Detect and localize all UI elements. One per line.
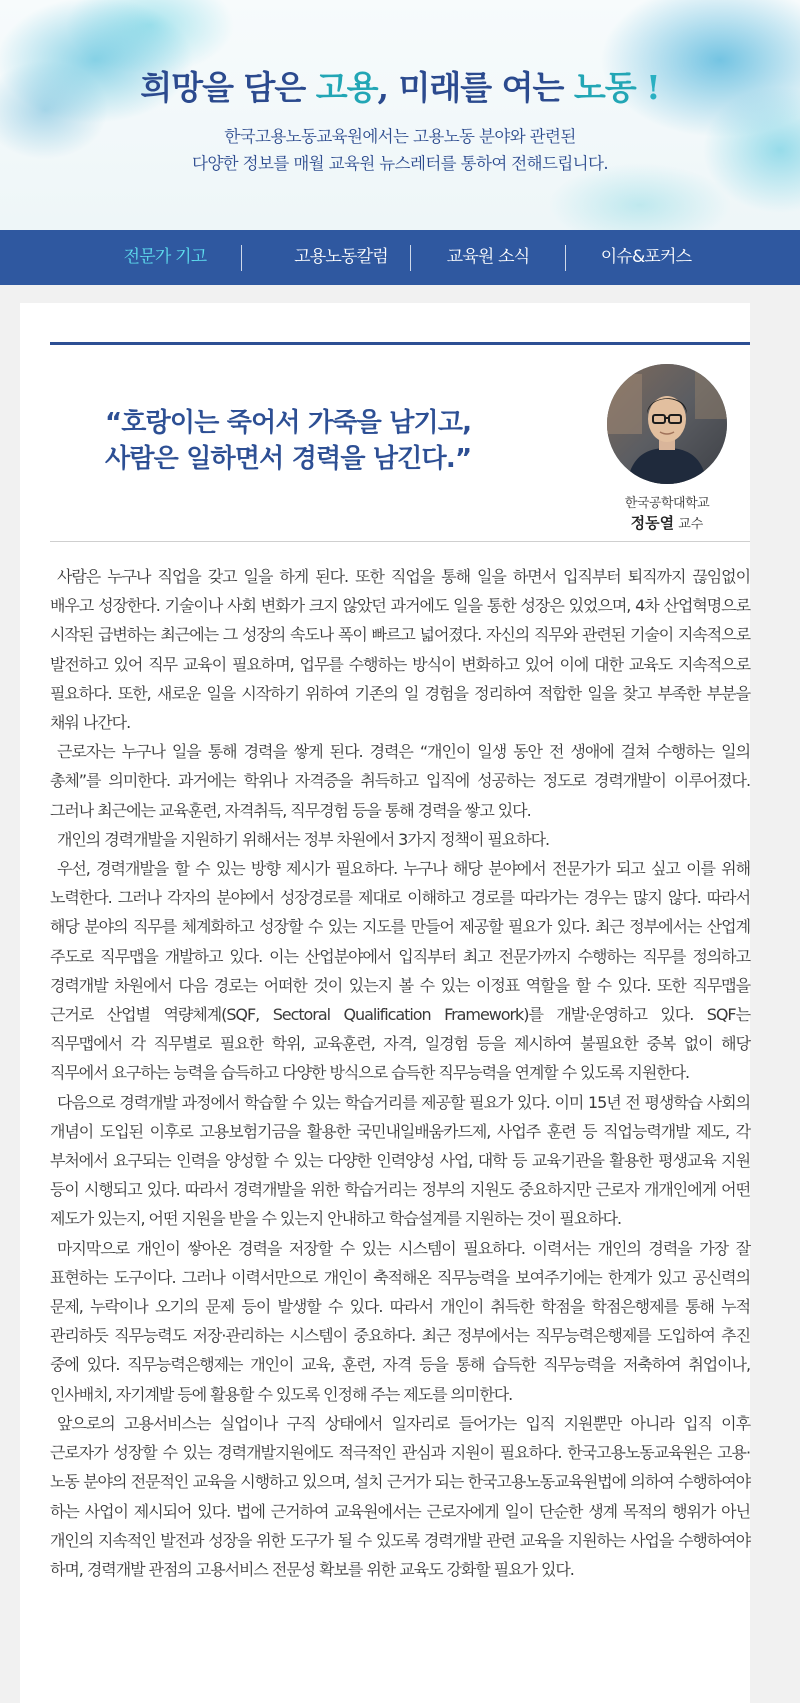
description-line-2: 다양한 정보를 매월 교육원 뉴스레터를 통하여 전해드립니다. (192, 154, 608, 173)
article-paragraph: 앞으로의 고용서비스는 실업이나 구직 상태에서 일자리로 들어가는 입직 지원뿐만 아니라 입직 이후 근로자가 성장할 수 있는 경력개발지원에도 적극적인 관심과 지원이 필요하다. 한국고용노동교육원은 고용·노동 분야의 전문적인 교육을 시행하고 있으며, 설치 근거가 되는 한국고용노동교육원법에 의하여 수행하여야 하는 사업이 제시되어 있다. 법에 근거하여 교육원에서는 근로자에게 일이 단순한 생계 목적의 행위가 아닌 개인의 지속적인 발전과 성장을 위한 도구가 될 수 있도록 경력개발 관련 교육을 지원하는 사업을 수행하여야 하며, 경력개발 관점의 고용서비스 전문성 확보를 위한 교육도 강화할 필요가 있다. (50, 1413, 750, 1579)
article-paragraph: 개인의 경력개발을 지원하기 위해서는 정부 차원에서 3가지 정책이 필요하다. (57, 829, 550, 849)
article-divider (50, 541, 750, 542)
nav-tab-expert-contribution[interactable]: 전문가 기고 (123, 247, 207, 267)
title-end: ! (635, 68, 660, 107)
title-part1: 희망을 담은 (140, 68, 316, 107)
nav-tab-institute-news[interactable]: 교육원 소식 (446, 247, 530, 267)
article-paragraph: 우선, 경력개발을 할 수 있는 방향 제시가 필요하다. 누구나 해당 분야에서 전문가가 되고 싶고 이를 위해 노력한다. 그러나 각자의 분야에서 성장경로를 제대로 이해하고 경로를 따라가는 경우는 많지 않다. 따라서 해당 분야의 직무를 체계화하고 성장할 수 있는 지도를 만들어 제공할 필요가 있다. 최근 정부에서는 산업계 주도로 직무맵을 개발하고 있다. 이는 산업분야에서 입직부터 최고 전문가까지 수행하는 직무를 정의하고 경력개발 차원에서 다음 경로는 어떠한 것이 있는지 볼 수 있는 이정표 역할을 할 수 있다. 또한 직무맵을 근거로 산업별 역량체계(SQF, Sectoral Qualification Framework)를 개발·운영하고 있다. SQF는 직무맵에서 각 직무별로 필요한 학위, 교육훈련, 자격, 일경험 등을 제시하여 불필요한 중복 없이 해당 직무에서 요구하는 능력을 습득하고 다양한 방식으로 습득한 직무능력을 연계할 수 있도록 지원한다. (50, 859, 750, 1083)
author-title: 교수 (678, 517, 704, 532)
nav-divider (565, 245, 566, 271)
article-paragraph: 다음으로 경력개발 과정에서 학습할 수 있는 학습거리를 제공할 필요가 있다. 이미 15년 전 평생학습 사회의 개념이 도입된 이후로 고용보험기금을 활용한 국민내일배움카드제, 사업주 훈련 등 직업능력개발 제도, 각 부처에서 요구되는 인력을 양성할 수 있는 다양한 인력양성 사업, 대학 등 교육기관을 활용한 평생교육 지원 등이 시행되고 있다. 따라서 경력개발을 위한 학습거리는 정부의 지원도 중요하지만 근로자 개개인에게 어떤 제도가 있는지, 어떤 지원을 받을 수 있는지 안내하고 학습설계를 지원하는 것이 필요하다. (50, 1092, 750, 1229)
author-name: 정동열 (630, 514, 675, 532)
newsletter-title (0, 62, 800, 109)
article-top-rule (50, 342, 750, 345)
newsletter-description (0, 123, 800, 177)
category-nav (0, 230, 800, 285)
title-accent-employment: 고용 (315, 68, 378, 107)
description-line-1: 한국고용노동교육원에서는 고용노동 분야와 관련된 (224, 127, 576, 146)
nav-tab-labor-column[interactable]: 고용노동칼럼 (294, 247, 388, 267)
article-paragraph: 마지막으로 개인이 쌓아온 경력을 저장할 수 있는 시스템이 필요하다. 이력서는 개인의 경력을 가장 잘 표현하는 도구이다. 그러나 이력서만으로 개인이 축적해온 직무능력을 보여주기에는 한계가 있고 공신력의 문제, 누락이나 오기의 문제 등이 발생할 수 있다. 따라서 개인이 취득한 학점을 학점은행제를 통해 누적 관리하듯 직무능력도 저장·관리하는 시스템이 중요하다. 최근 정부에서는 직무능력은행제를 도입하여 추진 중에 있다. 직무능력은행제는 개인이 교육, 훈련, 자격 등을 통해 습득한 직무능력을 저축하여 취업이나, 인사배치, 자기계발 등에 활용할 수 있도록 인정해 주는 제도를 의미한다. (50, 1238, 750, 1404)
title-part2: , 미래를 여는 (377, 68, 574, 107)
nav-tab-issue-focus[interactable]: 이슈&포커스 (600, 247, 692, 267)
author-avatar (607, 364, 727, 484)
article-body (50, 562, 750, 1584)
newsletter-header (0, 0, 800, 230)
nav-divider (410, 245, 411, 271)
article-headline-quote: “호랑이는 죽어서 가죽을 남기고, 사람은 일하면서 경력을 남긴다.” (105, 408, 472, 474)
author-byline (567, 512, 767, 533)
nav-divider (241, 245, 242, 271)
author-portrait-icon (607, 364, 727, 484)
article-paragraph: 근로자는 누구나 일을 통해 경력을 쌓게 된다. 경력은 “개인이 일생 동안 전 생애에 걸쳐 수행하는 일의 총체”를 의미한다. 과거에는 학위나 자격증을 취득하고 입직에 성공하는 정도로 경력개발이 이루어졌다. 그러나 최근에는 교육훈련, 자격취득, 직무경험 등을 통해 경력을 쌓고 있다. (50, 742, 750, 820)
author-organization: 한국공학대학교 (624, 496, 710, 511)
title-accent-labor: 노동 (573, 68, 636, 107)
article-paragraph: 사람은 누구나 직업을 갖고 일을 하게 된다. 또한 직업을 통해 일을 하면서 입직부터 퇴직까지 끊임없이 배우고 성장한다. 기술이나 사회 변화가 크지 않았던 과거에도 일을 통한 성장은 있었으며, 4차 산업혁명으로 시작된 급변하는 최근에는 그 성장의 속도나 폭이 빠르고 넓어졌다. 자신의 직무와 관련된 기술이 지속적으로 발전하고 있어 직무 교육이 필요하며, 업무를 수행하는 방식이 변화하고 있어 이에 대한 교육도 지속적으로 필요하다. 또한, 새로운 일을 시작하기 위하여 기존의 일 경험을 정리하여 적합한 일을 찾고 부족한 부분을 채워 나간다. (50, 567, 750, 733)
